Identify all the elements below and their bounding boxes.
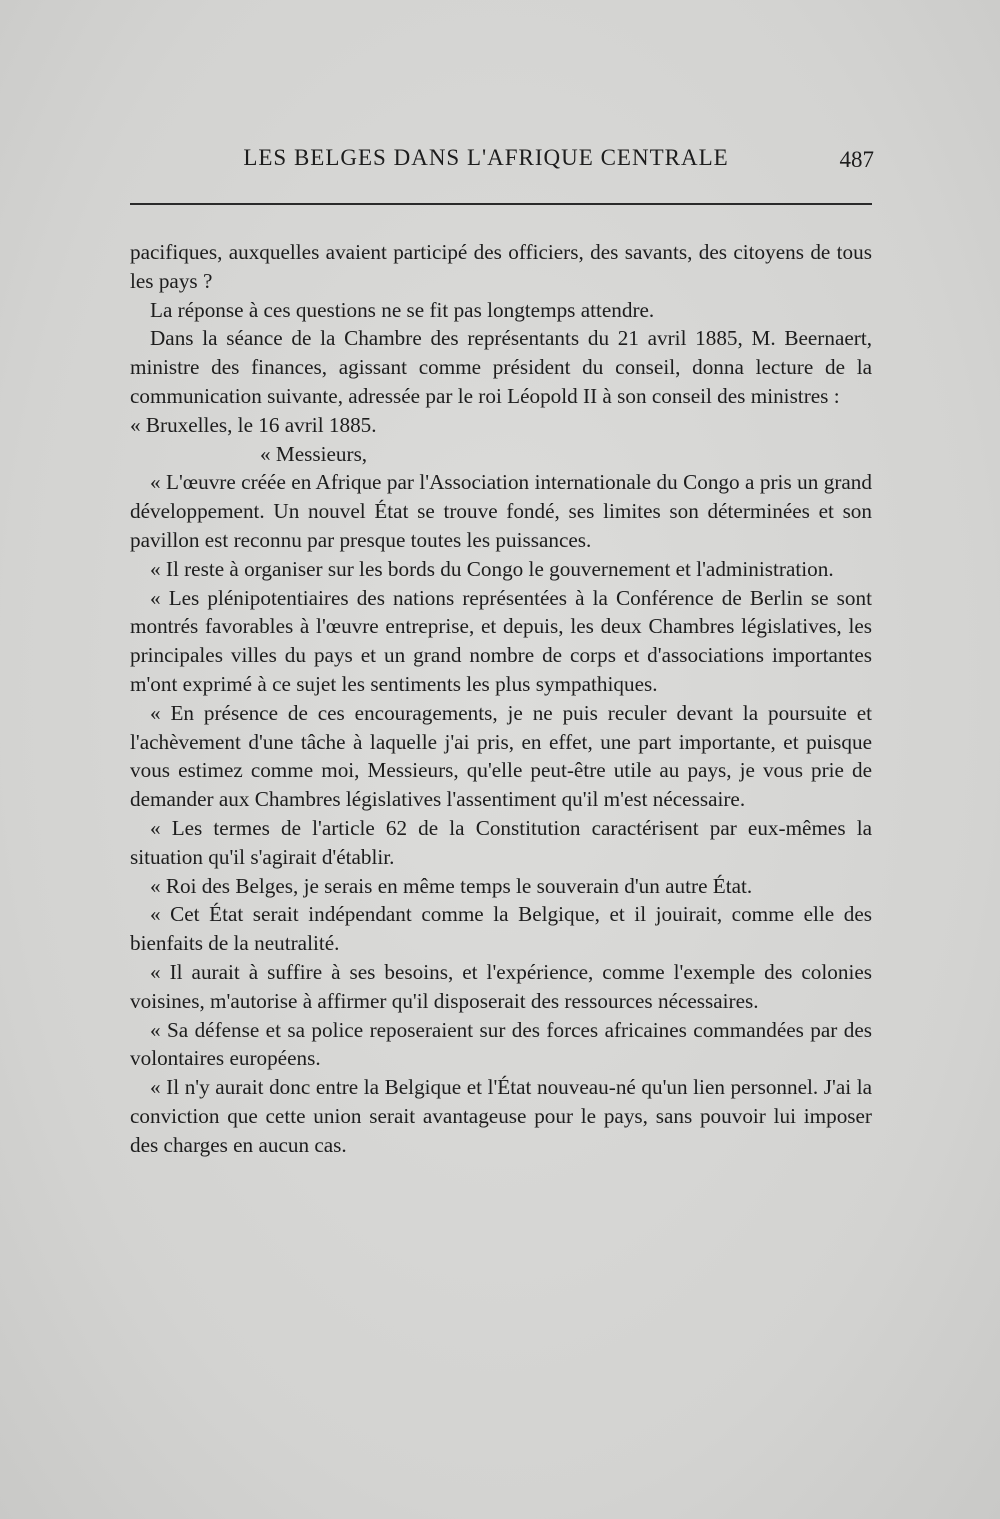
letter-paragraph: « Roi des Belges, je serais en même temps le souverain d'un autre État.	[150, 873, 753, 898]
letter-salutation: « Messieurs,	[260, 441, 368, 466]
letter-paragraph: « L'œuvre créée en Afrique par l'Association internationale du Congo a pris un grand développement. Un nouvel État se trouve fondé, ses limites son déterminées et son pavillon est reconnu par presque toutes les puissances.	[130, 470, 872, 552]
letter-paragraph: « Cet État serait indépendant comme la Belgique, et il jouirait, comme elle des bienfaits de la neutralité.	[130, 902, 872, 956]
letter-paragraph: « Les termes de l'article 62 de la Constitution caractérisent par eux-mêmes la situation qu'il s'agirait d'établir.	[130, 815, 872, 869]
letter-paragraph: « Sa défense et sa police reposeraient sur des forces africaines commandées par des volontaires européens.	[130, 1017, 872, 1071]
letter-dateline: « Bruxelles, le 16 avril 1885.	[130, 412, 377, 437]
paragraph: Dans la séance de la Chambre des représentants du 21 avril 1885, M. Beernaert, ministre des finances, agissant comme président du conseil, donna lecture de la communication suivante, adressée par le roi Léopold II à son conseil des ministres :	[130, 326, 872, 408]
header-rule	[130, 203, 872, 205]
letter-paragraph: « Il reste à organiser sur les bords du Congo le gouvernement et l'administration.	[150, 556, 834, 581]
page-number: 487	[839, 147, 874, 172]
body-text	[130, 238, 872, 1160]
running-title: LES BELGES DANS L'AFRIQUE CENTRALE	[243, 145, 729, 170]
paragraph: La réponse à ces questions ne se fit pas longtemps attendre.	[150, 297, 655, 322]
page-header	[130, 143, 872, 177]
letter-paragraph: « Il n'y aurait donc entre la Belgique et l'État nouveau-né qu'un lien personnel. J'ai la conviction que cette union serait avantageuse pour le pays, sans pouvoir lui imposer des charges en aucun cas.	[130, 1075, 872, 1157]
letter-paragraph: « Il aurait à suffire à ses besoins, et l'expérience, comme l'exemple des colonies voisines, m'autorise à affirmer qu'il disposerait des ressources nécessaires.	[130, 959, 872, 1013]
paragraph-continuation: pacifiques, auxquelles avaient participé des officiers, des savants, des citoyens de tous les pays ?	[130, 240, 872, 293]
letter-paragraph: « Les plénipotentiaires des nations représentées à la Conférence de Berlin se sont montrés favorables à l'œuvre entreprise, et depuis, les deux Chambres législatives, les principales villes du pays et un grand nombre de corps et d'associations importantes m'ont exprimé à ce sujet les sentiments les plus sympathiques.	[130, 585, 872, 696]
letter-paragraph: « En présence de ces encouragements, je ne puis reculer devant la poursuite et l'achèvement d'une tâche à laquelle j'ai pris, en effet, une part importante, et puisque vous estimez comme moi, Messieurs, qu'elle peut-être utile au pays, je vous prie de demander aux Chambres législatives l'assentiment qu'il m'est nécessaire.	[130, 700, 872, 812]
